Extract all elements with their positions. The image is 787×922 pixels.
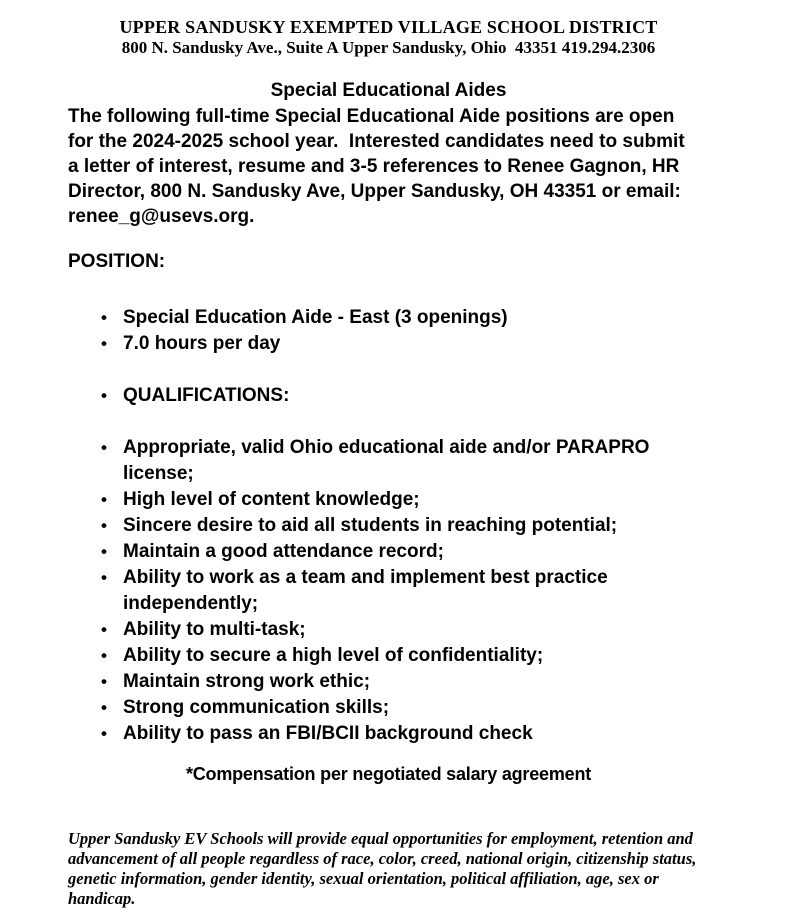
qualification-item: • Maintain a good attendance record;: [123, 539, 698, 565]
qualifications-label-list: [68, 383, 698, 409]
position-list: [68, 305, 698, 357]
qualification-item: • Ability to work as a team and implement best practice independently;: [123, 565, 698, 617]
qualification-item: • Strong communication skills;: [123, 695, 698, 721]
qualification-item: • Ability to secure a high level of confidentiality;: [123, 643, 698, 669]
compensation-note: *Compensation per negotiated salary agreement: [185, 764, 592, 784]
district-letterhead: [68, 16, 709, 58]
position-item: • Special Education Aide - East (3 openings): [123, 305, 698, 331]
eeo-statement: Upper Sandusky EV Schools will provide equal opportunities for employment, retention and advancement of all people regardless of race, color, creed, national origin, citizenship status, genetic information, gender identity, sexual orientation, political affiliation, age, sex or handicap.: [68, 829, 697, 908]
position-section-label: POSITION:: [68, 251, 166, 272]
qualifications-section-label: • QUALIFICATIONS:: [123, 383, 698, 409]
page-title: Special Educational Aides: [270, 80, 507, 101]
qualifications-list: [68, 435, 698, 747]
intro-paragraph: The following full-time Special Educational Aide positions are open for the 2024-2025 school year. Interested candidates need to submit a letter of interest, resume and 3-5 references to Renee Gagnon, HR Director, 800 N. Sandusky Ave, Upper Sandusky, OH 43351 or email: renee_g@usevs.org.: [68, 106, 690, 227]
district-address: 800 N. Sandusky Ave., Suite A Upper Sandusky, Ohio 43351 419.294.2306: [121, 38, 656, 57]
qualification-item: • High level of content knowledge;: [123, 487, 698, 513]
position-item: • 7.0 hours per day: [123, 331, 698, 357]
qualification-item: • Ability to pass an FBI/BCII background check: [123, 721, 698, 747]
qualification-item: • Maintain strong work ethic;: [123, 669, 698, 695]
qualification-item: • Appropriate, valid Ohio educational aide and/or PARAPRO license;: [123, 435, 698, 487]
district-name: UPPER SANDUSKY EXEMPTED VILLAGE SCHOOL DISTRICT: [119, 17, 658, 37]
qualification-item: • Ability to multi-task;: [123, 617, 698, 643]
qualification-item: • Sincere desire to aid all students in reaching potential;: [123, 513, 698, 539]
